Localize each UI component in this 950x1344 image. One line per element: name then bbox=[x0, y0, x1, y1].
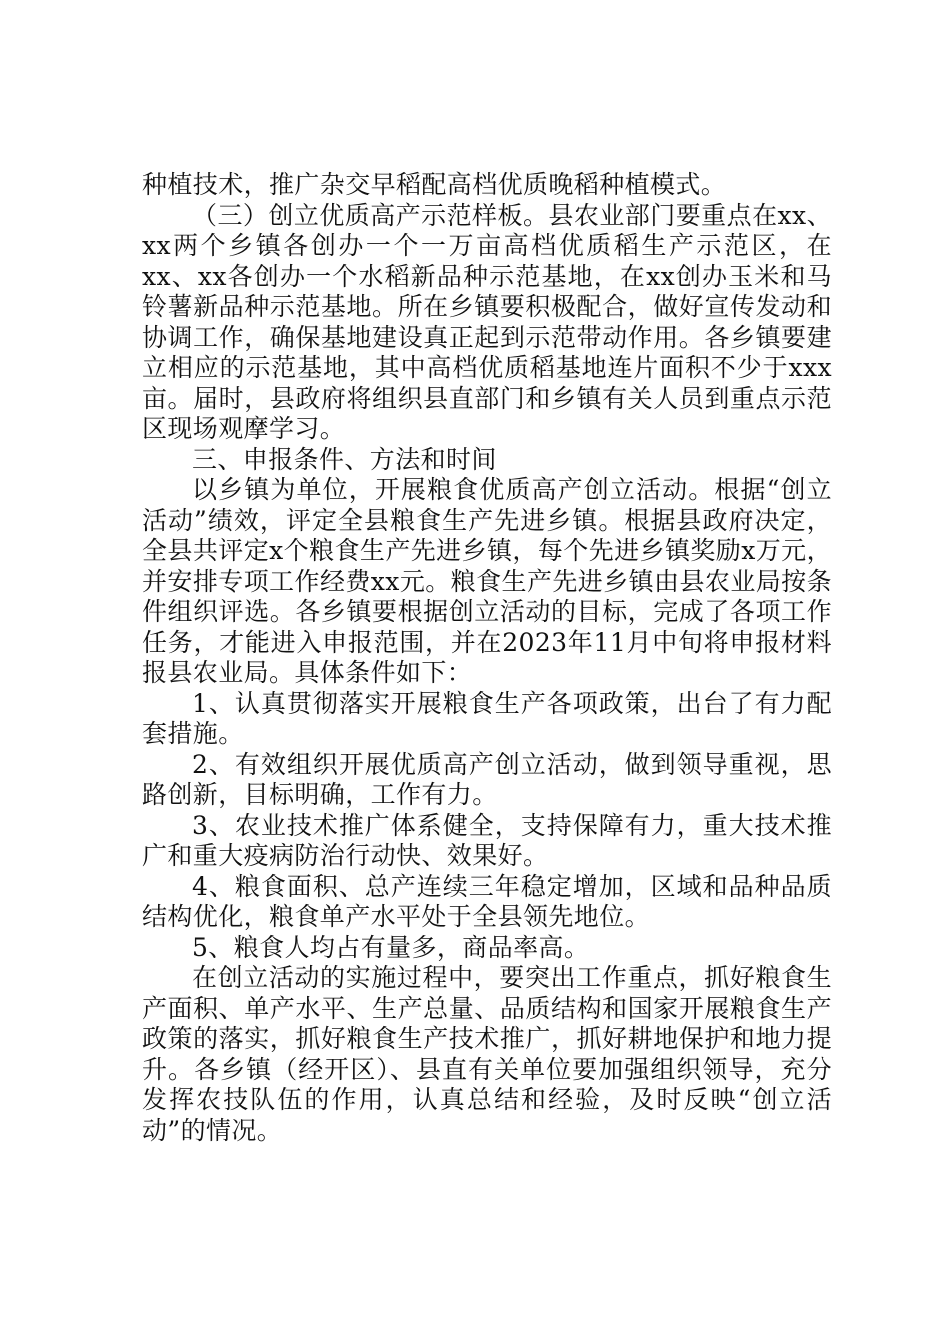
document-body bbox=[142, 170, 832, 1146]
section-heading-application: 三、申报条件、方法和时间 bbox=[192, 444, 497, 474]
condition-item-2: 2、有效组织开展优质高产创立活动，做到领导重视，思路创新，目标明确，工作有力。 bbox=[142, 749, 832, 809]
paragraph-application-intro: 以乡镇为单位，开展粮食优质高产创立活动。根据“创立活动”绩效，评定全县粮食生产先进乡镇。根据县政府决定，全县共评定x个粮食生产先进乡镇，每个先进乡镇奖励x万元，并安排专项工作经费xx元。粮食生产先进乡镇由县农业局按条件组织评选。各乡镇要根据创立活动的目标，完成了各项工作任务，才能进入申报范围，并在2023年11月中旬将申报材料报县农业局。具体条件如下： bbox=[142, 475, 832, 687]
condition-item-5: 5、粮食人均占有量多，商品率高。 bbox=[192, 932, 590, 962]
condition-item-1: 1、认真贯彻落实开展粮食生产各项政策，出台了有力配套措施。 bbox=[142, 688, 832, 748]
paragraph-continuation: 种植技术，推广杂交早稻配高档优质晚稻种植模式。 bbox=[142, 170, 727, 199]
paragraph-demonstration: （三）创立优质高产示范样板。县农业部门要重点在xx、xx两个乡镇各创办一个一万亩高档优质稻生产示范区，在xx、xx各创办一个水稻新品种示范基地，在xx创办玉米和马铃薯新品种示范基地。所在乡镇要积极配合，做好宣传发动和协调工作，确保基地建设真正起到示范带动作用。各乡镇要建立相应的示范基地，其中高档优质稻基地连片面积不少于xxx亩。届时，县政府将组织县直部门和乡镇有关人员到重点示范区现场观摩学习。 bbox=[142, 200, 832, 443]
condition-item-4: 4、粮食面积、总产连续三年稳定增加，区域和品种品质结构优化，粮食单产水平处于全县领先地位。 bbox=[142, 871, 832, 931]
condition-item-3: 3、农业技术推广体系健全，支持保障有力，重大技术推广和重大疫病防治行动快、效果好。 bbox=[142, 810, 832, 870]
paragraph-implementation: 在创立活动的实施过程中，要突出工作重点，抓好粮食生产面积、单产水平、生产总量、品质结构和国家开展粮食生产政策的落实，抓好粮食生产技术推广，抓好耕地保护和地力提升。各乡镇（经开区）、县直有关单位要加强组织领导，充分发挥农技队伍的作用，认真总结和经验，及时反映“创立活动”的情况。 bbox=[142, 963, 832, 1145]
